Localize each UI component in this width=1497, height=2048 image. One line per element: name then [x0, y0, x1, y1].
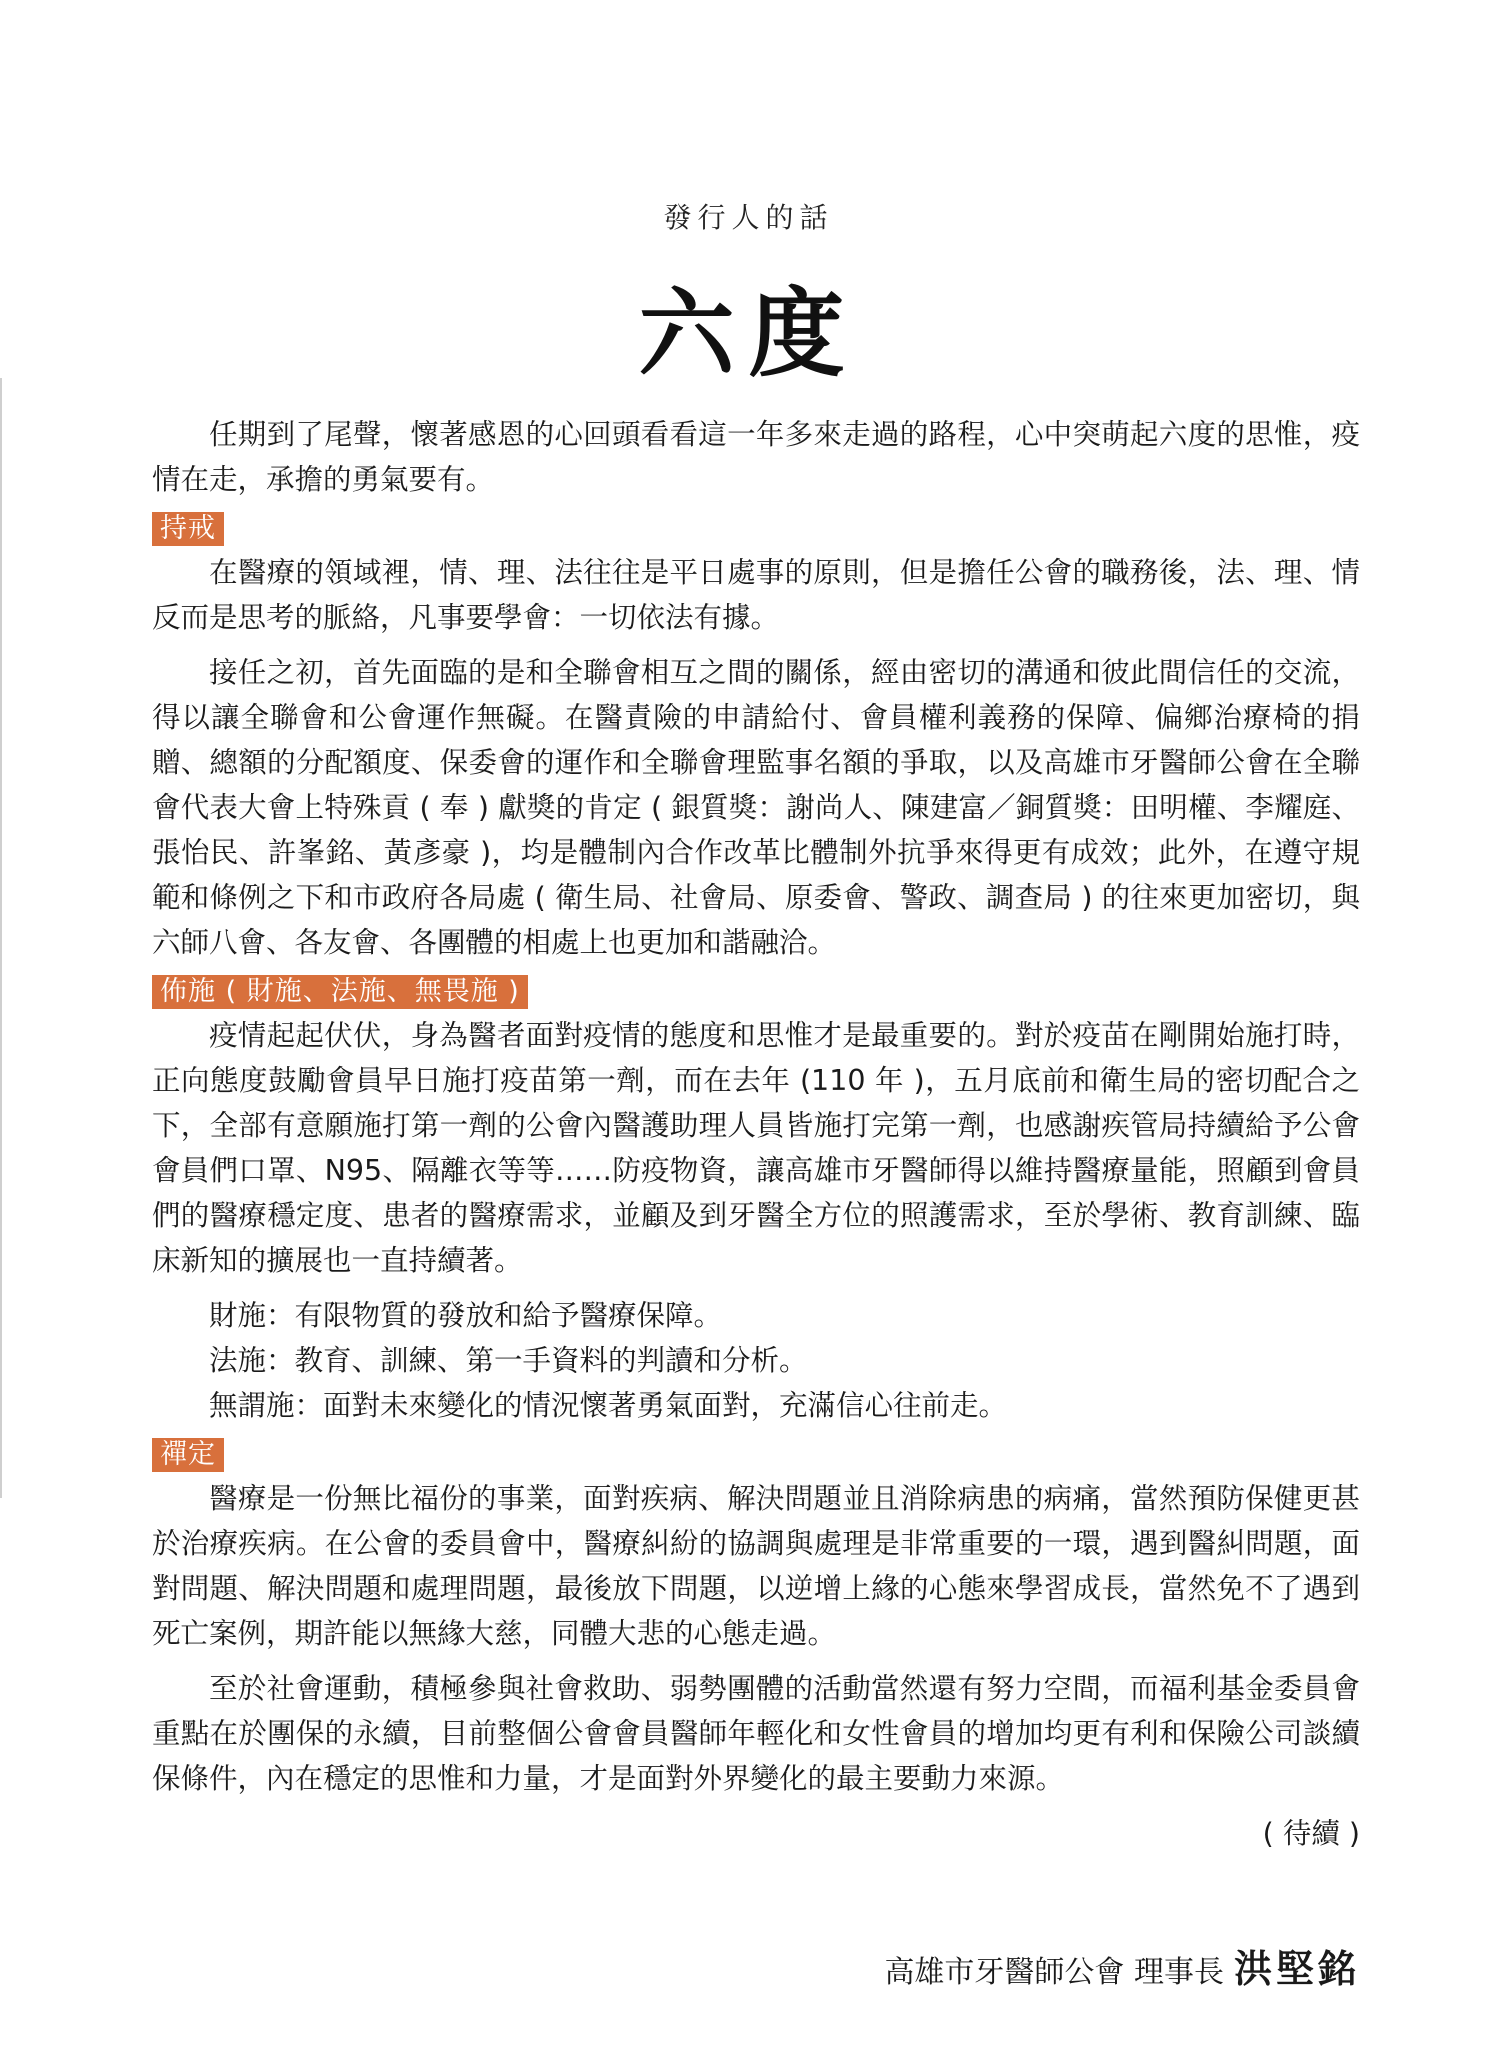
section-tag-discipline: 持戒 [152, 512, 224, 546]
signature-block [884, 1938, 1360, 1993]
column-kicker: 發行人的話 [663, 201, 834, 234]
section3-paragraph-1: 醫療是一份無比福份的事業，面對疾病、解決問題並且消除病患的病痛，當然預防保健更甚於治療疾病。在公會的委員會中，醫療糾紛的協調與處理是非常重要的一環，遇到醫糾問題，面對問題、解決問題和處理問題，最後放下問題，以逆增上緣的心態來學習成長，當然免不了遇到死亡案例，期許能以無緣大慈，同體大悲的心態走過。 [152, 1482, 1360, 1650]
signature-name: 洪堅銘 [1233, 1946, 1360, 1991]
list-item: 財施：有限物質的發放和給予醫療保障。 [209, 1299, 723, 1332]
to-be-continued: ( 待續 ) [1262, 1817, 1360, 1850]
intro-paragraph: 任期到了尾聲，懷著感恩的心回頭看看這一年多來走過的路程，心中突萌起六度的思惟，疫情在走，承擔的勇氣要有。 [152, 418, 1360, 496]
left-margin-rule [0, 378, 2, 1498]
article-title: 六度 [638, 277, 859, 390]
section-tag-giving: 佈施 ( 財施、法施、無畏施 ) [152, 975, 528, 1009]
section1-paragraph-2: 接任之初，首先面臨的是和全聯會相互之間的關係，經由密切的溝通和彼此間信任的交流，得以讓全聯會和公會運作無礙。在醫責險的申請給付、會員權利義務的保障、偏鄉治療椅的捐贈、總額的分配額度、保委會的運作和全聯會理監事名額的爭取，以及高雄市牙醫師公會在全聯會代表大會上特殊貢 ( 奉 ) 獻獎的肯定 ( 銀質獎：謝尚人、陳建富／銅質獎：田明權、李耀庭、張怡民、許峯銘、黃彥豪 )，均是體制內合作改革比體制外抗爭來得更有成效；此外，在遵守規範和條例之下和市政府各局處 ( 衛生局、社會局、原委會、警政、調查局 ) 的往來更加密切，與六師八會、各友會、各團體的相處上也更加和諧融洽。 [152, 656, 1360, 959]
list-item: 法施：教育、訓練、第一手資料的判讀和分析。 [209, 1344, 808, 1377]
section-tag-meditation: 禪定 [152, 1438, 224, 1472]
list-item: 無謂施：面對未來變化的情況懷著勇氣面對，充滿信心往前走。 [209, 1389, 1008, 1422]
section1-paragraph-1: 在醫療的領域裡，情、理、法往往是平日處事的原則，但是擔任公會的職務後，法、理、情反而是思考的脈絡，凡事要學會：一切依法有據。 [152, 556, 1360, 634]
section3-paragraph-2: 至於社會運動，積極參與社會救助、弱勢團體的活動當然還有努力空間，而福利基金委員會重點在於團保的永續，目前整個公會會員醫師年輕化和女性會員的增加均更有利和保險公司談續保條件，內在穩定的思惟和力量，才是面對外界變化的最主要動力來源。 [152, 1672, 1360, 1795]
article-body [152, 412, 1360, 1856]
section2-paragraph-1: 疫情起起伏伏，身為醫者面對疫情的態度和思惟才是最重要的。對於疫苗在剛開始施打時，正向態度鼓勵會員早日施打疫苗第一劑，而在去年 (110 年 )，五月底前和衛生局的密切配合之下，全部有意願施打第一劑的公會內醫護助理人員皆施打完第一劑，也感謝疾管局持續給予公會會員們口罩、N95、隔離衣等等……防疫物資，讓高雄市牙醫師得以維持醫療量能，照顧到會員們的醫療穩定度、患者的醫療需求，並顧及到牙醫全方位的照護需求，至於學術、教育訓練、臨床新知的擴展也一直持續著。 [152, 1019, 1360, 1277]
signature-org: 高雄市牙醫師公會 理事長 [884, 1955, 1224, 1990]
